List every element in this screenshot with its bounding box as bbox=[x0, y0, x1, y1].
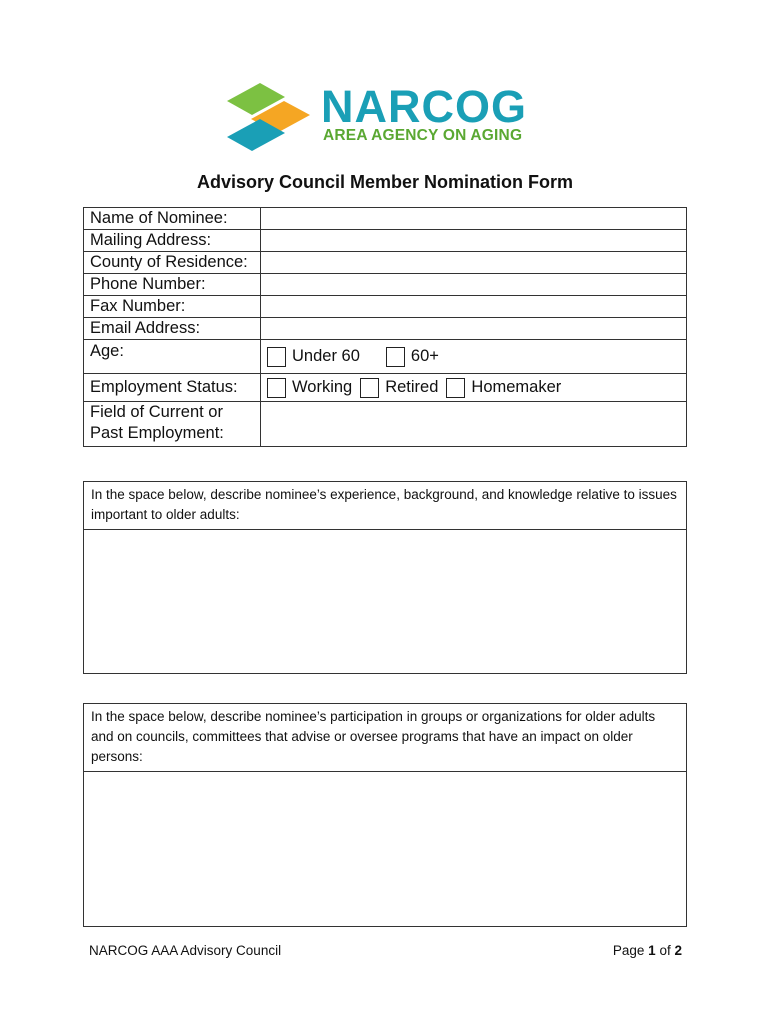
field-of-employment-label bbox=[84, 402, 261, 447]
email-label: Email Address: bbox=[84, 318, 261, 340]
field-label-line2: Past Employment: bbox=[90, 424, 224, 442]
email-field[interactable] bbox=[261, 318, 687, 340]
name-label: Name of Nominee: bbox=[84, 208, 261, 230]
age-label: Age: bbox=[84, 340, 261, 374]
logo-subtitle: AREA AGENCY ON AGING bbox=[323, 127, 523, 144]
experience-prompt: In the space below, describe nominee’s experience, background, and knowledge relative to issues important to older adults: bbox=[84, 482, 686, 530]
field-label-line1: Field of Current or bbox=[90, 403, 223, 421]
phone-field[interactable] bbox=[261, 274, 687, 296]
age-options bbox=[261, 340, 687, 374]
employment-label: Employment Status: bbox=[84, 374, 261, 402]
employment-options bbox=[261, 374, 687, 402]
name-field[interactable] bbox=[261, 208, 687, 230]
page-of: of bbox=[659, 943, 671, 958]
employment-option-working[interactable] bbox=[267, 377, 352, 398]
phone-label: Phone Number: bbox=[84, 274, 261, 296]
fax-label: Fax Number: bbox=[84, 296, 261, 318]
homemaker-checkbox[interactable] bbox=[446, 378, 465, 398]
60-plus-checkbox[interactable] bbox=[386, 347, 405, 367]
field-of-employment-field[interactable] bbox=[261, 402, 687, 447]
under-60-checkbox[interactable] bbox=[267, 347, 286, 367]
nominee-info-table bbox=[83, 207, 687, 447]
homemaker-label: Homemaker bbox=[471, 378, 562, 396]
retired-checkbox[interactable] bbox=[360, 378, 379, 398]
participation-box bbox=[83, 703, 687, 927]
age-option-60-plus[interactable] bbox=[386, 346, 439, 367]
60-plus-label: 60+ bbox=[410, 347, 439, 365]
participation-answer-area[interactable] bbox=[84, 772, 686, 931]
fax-field[interactable] bbox=[261, 296, 687, 318]
mailing-address-label: Mailing Address: bbox=[84, 230, 261, 252]
participation-prompt: In the space below, describe nominee’s participation in groups or organizations for older adults and on councils, committees that advise or oversee programs that have an impact on older persons: bbox=[84, 704, 686, 772]
working-checkbox[interactable] bbox=[267, 378, 286, 398]
logo-wordmark: NARCOG bbox=[321, 81, 527, 132]
employment-option-homemaker[interactable] bbox=[446, 377, 561, 398]
county-label: County of Residence: bbox=[84, 252, 261, 274]
footer-org: NARCOG AAA Advisory Council bbox=[89, 943, 282, 958]
page-total: 2 bbox=[674, 943, 682, 958]
form-title: Advisory Council Member Nomination Form bbox=[196, 172, 574, 192]
age-option-under-60[interactable] bbox=[267, 346, 360, 367]
under-60-label: Under 60 bbox=[292, 347, 360, 365]
narcog-logo bbox=[222, 80, 552, 156]
page-current: 1 bbox=[648, 943, 656, 958]
page-number bbox=[613, 943, 682, 958]
experience-answer-area[interactable] bbox=[84, 530, 686, 678]
working-label: Working bbox=[292, 378, 353, 396]
page-prefix: Page bbox=[612, 943, 645, 958]
mailing-address-field[interactable] bbox=[261, 230, 687, 252]
retired-label: Retired bbox=[385, 378, 439, 396]
employment-option-retired[interactable] bbox=[360, 377, 438, 398]
logo-diamonds-icon bbox=[222, 80, 318, 156]
county-field[interactable] bbox=[261, 252, 687, 274]
experience-box bbox=[83, 481, 687, 674]
